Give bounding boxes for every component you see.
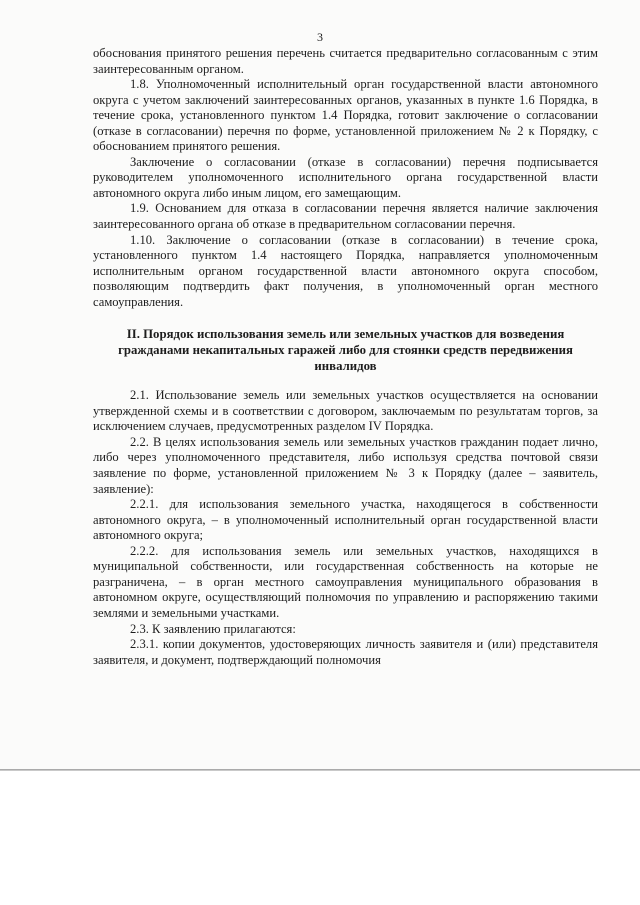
paragraph: 2.3.1. копии документов, удостоверяющих личность заявителя и (или) представителя заявителя, и документ, подтверждающий полномочия <box>93 637 598 667</box>
paragraph: 2.2. В целях использования земель или земельных участков гражданин подает лично, либо через уполномоченного представителя, либо используя средства почтовой связи заявление по форме, установленной приложением № 3 к Порядку (далее – заявитель, заявление): <box>93 434 598 496</box>
paragraph: 2.2.2. для использования земель или земельных участков, находящихся в муниципальной собственности, или государственная собственность на которые не разграничена, – в орган местного самоуправления муниципального образования в автономном округе, осуществляющий полномочия по управлению и распоряжению такими землями и земельными участками. <box>93 543 598 620</box>
paragraph: 2.3. К заявлению прилагаются: <box>130 621 296 636</box>
page-number: 3 <box>317 30 323 44</box>
paragraph: 2.1. Использование земель или земельных участков осуществляется на основании утвержденной схемы и в соответствии с договором, заключаемым по результатам торгов, за исключением случаев, предусмотренных разделом IV Порядка. <box>93 388 598 434</box>
paragraph: обоснования принятого решения перечень считается предварительно согласованным с этим заинтересованным органом. <box>93 46 598 76</box>
section-title: II. Порядок использования земель или земельных участков для возведения гражданами некапитальных гаражей либо для стоянки средств передвижения инвалидов <box>118 327 573 374</box>
page-edge <box>0 769 640 771</box>
paragraph: 1.10. Заключение о согласовании (отказе в согласовании) в течение срока, установленного пунктом 1.4 настоящего Порядка, направляется уполномоченным исполнительным органом государственной власти автономного округа способом, позволяющим подтвердить факт получения, в уполномоченный орган местного самоуправления. <box>93 232 598 309</box>
paragraph: 1.9. Основанием для отказа в согласовании перечня является наличие заключения заинтересованного органа об отказе в предварительном согласовании перечня. <box>93 201 598 232</box>
paragraph: Заключение о согласовании (отказе в согласовании) перечня подписывается руководителем уполномоченного исполнительного органа государственной власти автономного округа либо иным лицом, его замещающим. <box>93 154 598 200</box>
document-body <box>93 46 598 668</box>
paragraph: 2.2.1. для использования земельного участка, находящегося в собственности автономного округа, – в уполномоченный исполнительный орган государственной власти автономного округа; <box>93 497 598 543</box>
paragraph: 1.8. Уполномоченный исполнительный орган государственной власти автономного округа с учетом заключений заинтересованных органов, указанных в пункте 1.6 Порядка, в течение срока, установленного пунктом 1.4 Порядка, готовит заключение о согласовании (отказе в согласовании) перечня по форме, установленной приложением № 2 к Порядку, с обоснованием принятого решения. <box>93 77 598 154</box>
